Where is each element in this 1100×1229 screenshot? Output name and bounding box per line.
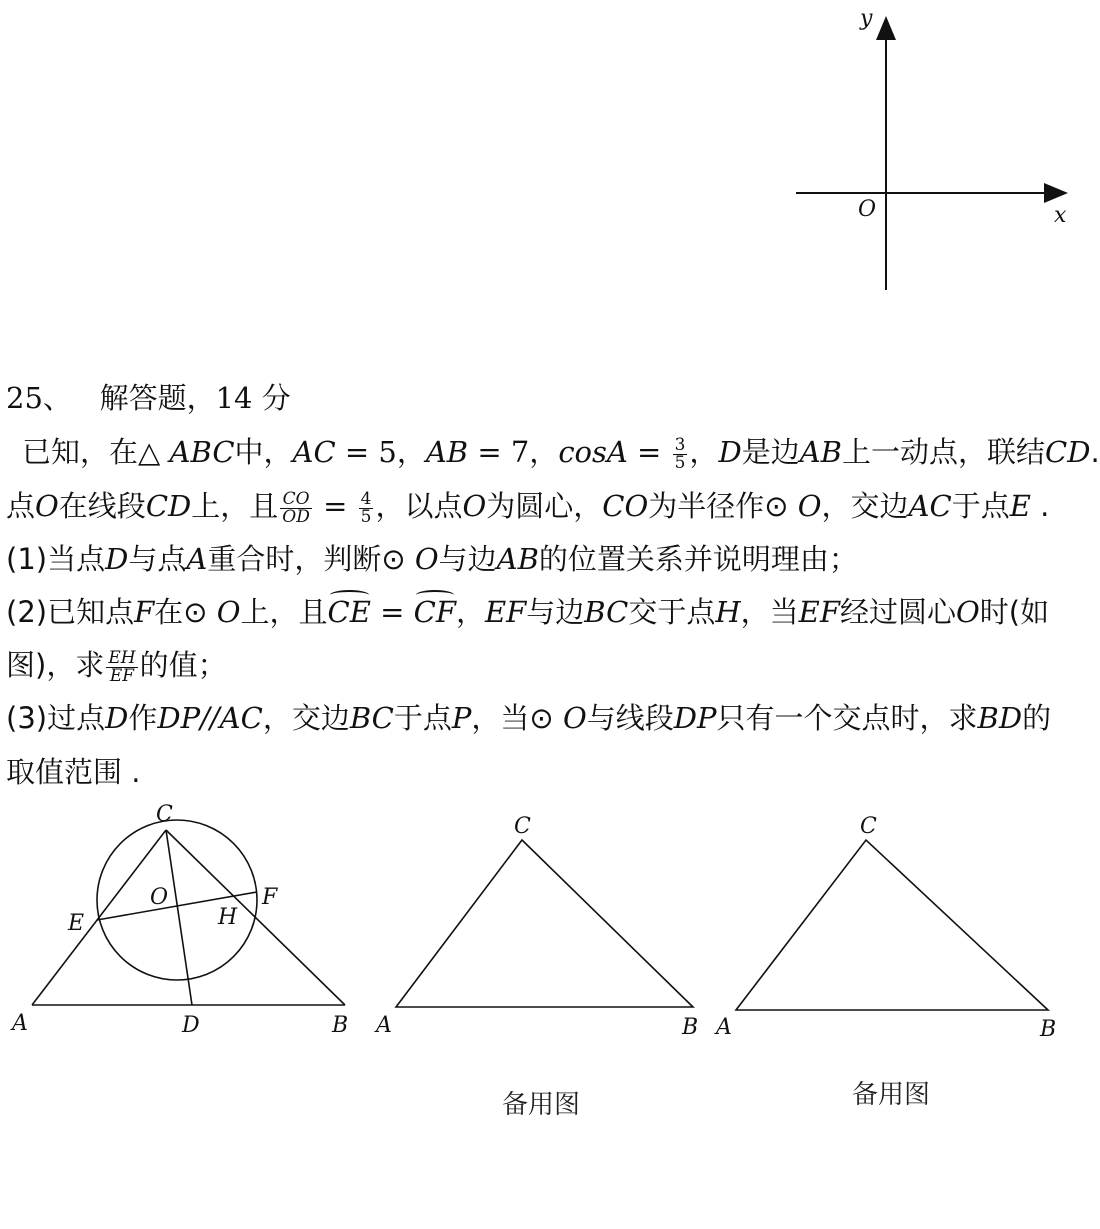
text-run: 与边 — [438, 542, 497, 576]
text-run: 点 — [6, 489, 36, 523]
text-run: H — [715, 595, 741, 629]
text-run: 3 — [674, 434, 686, 455]
text-run: 与边 — [526, 595, 585, 629]
text-run: 与线段 — [586, 701, 674, 735]
text-run: 图)，求 — [6, 648, 105, 682]
text-run: ， — [689, 435, 719, 469]
label-c: C — [514, 814, 531, 839]
text-run: EF — [484, 595, 527, 629]
text-run: 取值范围 . — [6, 755, 141, 789]
label-o: O — [150, 885, 169, 910]
text-run: 5 — [674, 452, 686, 473]
text-run: 中， — [234, 435, 293, 469]
label-d: D — [182, 1013, 200, 1038]
origin-label: O — [858, 197, 877, 222]
label-a: A — [12, 1011, 28, 1036]
text-run: ，交边 — [262, 701, 350, 735]
text-run: BC — [349, 701, 394, 735]
text-run: = — [370, 595, 414, 629]
fraction-eh-ef — [106, 647, 137, 686]
text-run: (1)当点 — [6, 542, 106, 576]
fraction-cos — [673, 434, 688, 473]
text-run: 为圆心， — [486, 489, 603, 523]
text-run: 14 分 — [215, 381, 291, 415]
text-run: ，交边 — [821, 489, 909, 523]
text-run: D — [718, 435, 742, 469]
text-run: 上，且 — [191, 489, 279, 523]
text-run: 与点 — [128, 542, 187, 576]
text-run: O — [462, 489, 487, 523]
text-run: = — [313, 489, 357, 523]
text-run: 25、 — [6, 381, 72, 415]
problem-line-6 — [6, 698, 1051, 738]
spare-caption-1: 备用图 — [502, 1090, 581, 1120]
text-run: 于点 — [951, 489, 1010, 523]
spare-figure-2 — [710, 800, 1080, 1050]
text-run: O — [414, 542, 439, 576]
text-run: O — [797, 489, 822, 523]
text-run: = 7， — [468, 435, 559, 469]
text-run: BC — [584, 595, 629, 629]
text-run: 解答题 — [99, 381, 187, 415]
text-run: 作 — [128, 701, 158, 735]
text-run: 在⊙ — [154, 595, 217, 629]
text-run: CO — [280, 491, 312, 509]
text-run: 上一动点，联结 — [841, 435, 1045, 469]
text-run: AC — [292, 435, 336, 469]
main-figure — [0, 790, 370, 1050]
label-h: H — [218, 905, 238, 930]
fraction-co-od — [280, 488, 312, 527]
text-run: F — [134, 595, 155, 629]
problem-line-4 — [6, 592, 1049, 632]
arc-ce: CE — [328, 592, 371, 632]
label-a: A — [376, 1013, 392, 1038]
text-run: EF — [798, 595, 840, 629]
text-run: CD — [1045, 435, 1091, 469]
text-run: AC — [908, 489, 952, 523]
text-run: 的位置关系并说明理由； — [538, 542, 858, 576]
text-run: O — [216, 595, 241, 629]
text-run: O — [35, 489, 59, 523]
text-run: ，当 — [740, 595, 799, 629]
text-run: O — [955, 595, 980, 629]
text-run: DP — [673, 701, 717, 735]
x-axis-label: x — [1054, 203, 1067, 228]
text-run: AB — [425, 435, 469, 469]
text-run: AB — [799, 435, 842, 469]
text-run: (2)已知点 — [6, 595, 135, 629]
text-run: DP//AC — [157, 701, 263, 735]
text-run: ，当⊙ — [471, 701, 563, 735]
text-run: 交于点 — [628, 595, 716, 629]
problem-line-7 — [6, 752, 140, 792]
text-run: 是边 — [741, 435, 800, 469]
text-run: 在线段 — [58, 489, 146, 523]
triangle-abc — [396, 840, 693, 1007]
text-run: 经过圆心 — [839, 595, 956, 629]
label-f: F — [262, 885, 278, 910]
label-c: C — [860, 814, 877, 839]
text-run: E — [1009, 489, 1031, 523]
problem-line-1 — [22, 432, 1100, 472]
spare-figure-1 — [370, 800, 720, 1050]
text-run: 4 — [360, 488, 372, 509]
label-c: C — [156, 802, 173, 827]
text-run: BD — [977, 701, 1023, 735]
text-run: ， — [455, 595, 485, 629]
text-run: 5 — [360, 506, 372, 527]
text-run: . — [1090, 435, 1100, 469]
text-run: (3)过点 — [6, 701, 106, 735]
text-run: 重合时，判断⊙ — [207, 542, 415, 576]
text-run: CD — [145, 489, 192, 523]
text-run: 为半径作⊙ — [648, 489, 798, 523]
text-run: D — [105, 701, 129, 735]
arc-cf: CF — [414, 592, 456, 632]
text-run: EF — [109, 665, 135, 686]
text-run: 的 — [1022, 701, 1052, 735]
text-run: 的值； — [139, 648, 227, 682]
coordinate-axes — [780, 0, 1080, 300]
problem-header — [6, 378, 291, 418]
text-run: O — [562, 701, 587, 735]
y-axis-label: y — [860, 6, 873, 31]
text-run: AB — [496, 542, 539, 576]
text-run: ， — [186, 381, 216, 415]
text-run: 上，且 — [240, 595, 328, 629]
text-run: 于点 — [393, 701, 452, 735]
problem-line-2 — [6, 486, 1049, 526]
fraction-4-5 — [359, 488, 374, 527]
text-run: D — [105, 542, 129, 576]
problem-line-5 — [6, 645, 227, 685]
problem-line-3 — [6, 539, 858, 579]
text-run: = 5， — [335, 435, 426, 469]
triangle-abc — [736, 840, 1048, 1010]
text-run: 已知，在△ — [22, 435, 170, 469]
label-b: B — [682, 1015, 699, 1040]
spare-caption-2: 备用图 — [852, 1080, 931, 1110]
text-run: A — [186, 542, 208, 576]
label-b: B — [1040, 1017, 1057, 1042]
label-a: A — [716, 1015, 732, 1040]
text-run: = — [627, 435, 671, 469]
label-e: E — [68, 911, 85, 936]
label-b: B — [332, 1013, 349, 1038]
text-run: ，以点 — [375, 489, 463, 523]
text-run: 只有一个交点时，求 — [716, 701, 978, 735]
text-run: ABC — [169, 435, 235, 469]
text-run: EH — [108, 647, 136, 668]
text-run: cosA — [558, 435, 628, 469]
text-run: P — [451, 701, 472, 735]
text-run: OD — [282, 506, 310, 527]
text-run: . — [1030, 489, 1050, 523]
text-run: 时(如 — [979, 595, 1050, 629]
text-run: CO — [602, 489, 649, 523]
